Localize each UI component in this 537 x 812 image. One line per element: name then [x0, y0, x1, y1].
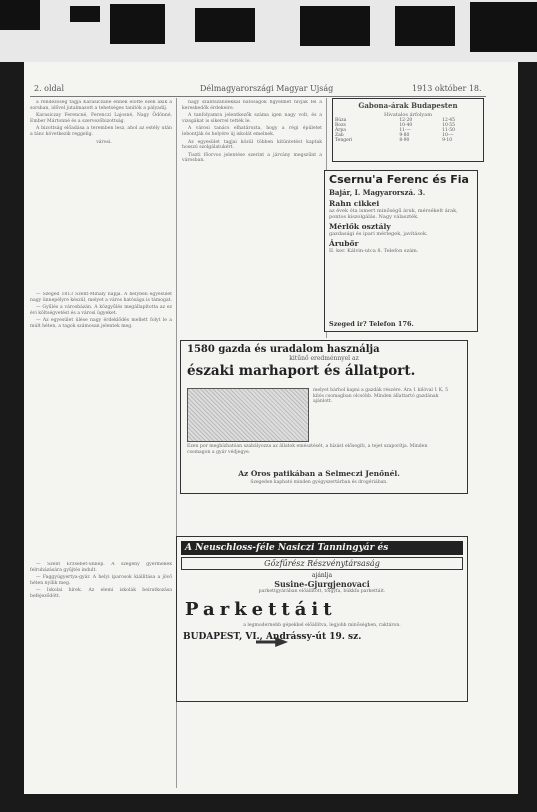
cserny-name: Csernu'a Ferenc és Fia — [329, 173, 469, 186]
cserny-footer: Szeged ir? Telefon 176. — [329, 320, 414, 328]
table-row: Tengeri 8·90 9·10 — [335, 138, 453, 143]
paragraph: A tanfolyamra jelentkezők száma igen nagy volt, és a vizsgákat is sikerrel tették le. — [182, 113, 322, 124]
middle-column — [182, 100, 322, 330]
parquet-advertisement — [176, 536, 468, 702]
ad-factory-name: Susine-Gjurgjenovaci — [274, 579, 370, 589]
ad-parquet-text: a legmodernebb gépekkel előállítva, legjobb minőségben, raktáron. — [243, 622, 401, 628]
ad-subline: kitűnő eredménnyel az — [289, 355, 359, 362]
left-column-bottom — [30, 562, 172, 792]
cserny-section-text: II. ker. Kálvin-utca 8. Telefon szám. — [329, 248, 419, 254]
paragraph: Tiszti főorvos jelentése szerint a járvány megszűnt a városban. — [182, 152, 322, 164]
grain-prices-box — [332, 98, 484, 162]
paragraph: A városi tanács elhatározta, hogy a régi épületet lebontják és helyére új iskolát emelnek. — [182, 126, 322, 137]
paragraph: — Faggyúgyertya-gyár. A helyi iparosok kiállítása a jövő héten nyílik meg. — [30, 575, 172, 586]
ad-product-name: északi marhaport és állatport. — [187, 363, 416, 379]
cserny-section-title: Rahn cikkei — [329, 199, 380, 208]
paragraph: A bizottság előadása a teremben lesz, ahol az estély után a tánc következik reggelig. — [30, 126, 172, 137]
cserny-section-title: Árubőr — [329, 239, 359, 248]
page-number: 2. oldal — [34, 84, 64, 93]
scanner-left-edge — [0, 62, 24, 794]
cserny-section-title: Mérlők osztály — [329, 222, 391, 231]
ad-offer-line: ajánlja — [311, 572, 333, 579]
paragraph: — Iskolai hírek. Az elemi iskolák beiratkozása befejeződött. — [30, 588, 172, 599]
table-row: Zab 9·80 10·— — [335, 133, 454, 138]
ad-factory-text: parkettgyárában előállított, tölgyfa, bükkfa parkettáit. — [258, 589, 386, 594]
grain-prices-title: Gabona-árak Budapesten — [358, 101, 458, 110]
scanner-bottom-edge — [0, 794, 537, 812]
header-rule — [30, 96, 486, 97]
paragraph: Karasiczay Ferencné, Ferenczi Lajosné, Nagy Ödönné, Ember Mártonné és a szervezőbizottság. — [30, 113, 172, 124]
ad-side-text: melyet bárhol kapni a gazdák részére. Ára 1 kilóval 1 K, 5 kilós csomagban olcsóbb. Minden állattartó gazdának ajánlott. — [313, 388, 449, 405]
cattle-powder-advertisement — [180, 340, 468, 494]
cserny-section-text: gazdasági és ipari mérlegek, javítások. — [329, 231, 428, 237]
table-row: Rozs 10·40 10·55 — [335, 123, 456, 128]
newspaper-title: Délmagyarországi Magyar Ujság — [200, 84, 334, 93]
farm-illustration — [187, 388, 309, 442]
grain-prices-table — [333, 118, 483, 143]
paragraph: — Az egyesület ülése nagy érdeklődés mellett folyt le a múlt héten, a tagok számosan jelentek meg. — [30, 318, 172, 329]
paragraph: Az egyesület tagjai közül többen kitüntetést kaptak hosszú szolgálatukért. — [182, 139, 322, 151]
ad-company-band-2: Gőzfűrész Részvénytársaság — [181, 557, 463, 570]
cserny-address: Bajár, I. Magyarorszá. 3. — [329, 188, 426, 197]
ad-address: BUDAPEST, VI., Andrássy-út 19. sz. — [183, 632, 362, 643]
ad-fine-print: Szegeden kapható minden gyógyszertárban és drogériában. — [250, 480, 388, 485]
page-header — [30, 84, 486, 96]
ad-company-band: A Neuschloss-féle Nasiczi Tanningyár és — [181, 541, 463, 555]
left-column-middle — [30, 292, 172, 512]
scanner-top-margin — [0, 0, 537, 62]
ad-pharmacy-line: Az Oros patikában a Selmeczi Jenőnél. — [238, 469, 400, 478]
ad-headline: 1580 gazda és uradalom használja — [187, 344, 380, 355]
cserny-advertisement — [324, 170, 478, 332]
table-row: Árpa 11·— 11·50 — [335, 128, 456, 133]
page-date: 1913 október 18. — [412, 84, 482, 93]
paragraph: — Gyűlés a városházán. A közgyűlés megállapította az ez évi költségvetést és a városi ügyeket. — [30, 305, 172, 316]
paragraph: — Szent Erzsébet-ünnep. A szegény gyermekek felruházására gyűjtés indult. — [30, 562, 172, 573]
paragraph: — Szeged 1813 Szent-Mihály napja. A helybeli egyesület nagy ünnepélyre készül, melyet a város hatósága is támogat. — [30, 292, 172, 303]
paragraph-closing: városi. — [96, 139, 112, 145]
paragraph: a rendezőség tagja Karasiczáné ennek előtte ezek akik a sorsban, idővel jutalmazott a tehetséges tanítók a pályadíj. — [30, 100, 172, 111]
scanner-right-edge — [518, 62, 537, 794]
table-row: Búza 12·20 12·45 — [335, 118, 456, 123]
ad-body-text: Ezen por megbízhatóan szabályozza az állatok emésztését, a hízást elősegíti, a tejet szaporítja. Minden csomagon a gyár védjegye. — [187, 444, 428, 455]
cserny-section-text: az évek óta ismert minőségű áruk, mérsékelt árak, pontos kiszolgálás. Nagy választék. — [329, 208, 458, 220]
newspaper-page — [24, 62, 518, 794]
grain-prices-subtitle: Hivatalos árfolyam — [384, 112, 432, 118]
ad-parquet-title: Parkettáit — [185, 598, 337, 620]
paragraph: nagy szántszándékkal hatóságok figyelmét hívják fel a kereskedők érdekeire. — [182, 100, 322, 111]
